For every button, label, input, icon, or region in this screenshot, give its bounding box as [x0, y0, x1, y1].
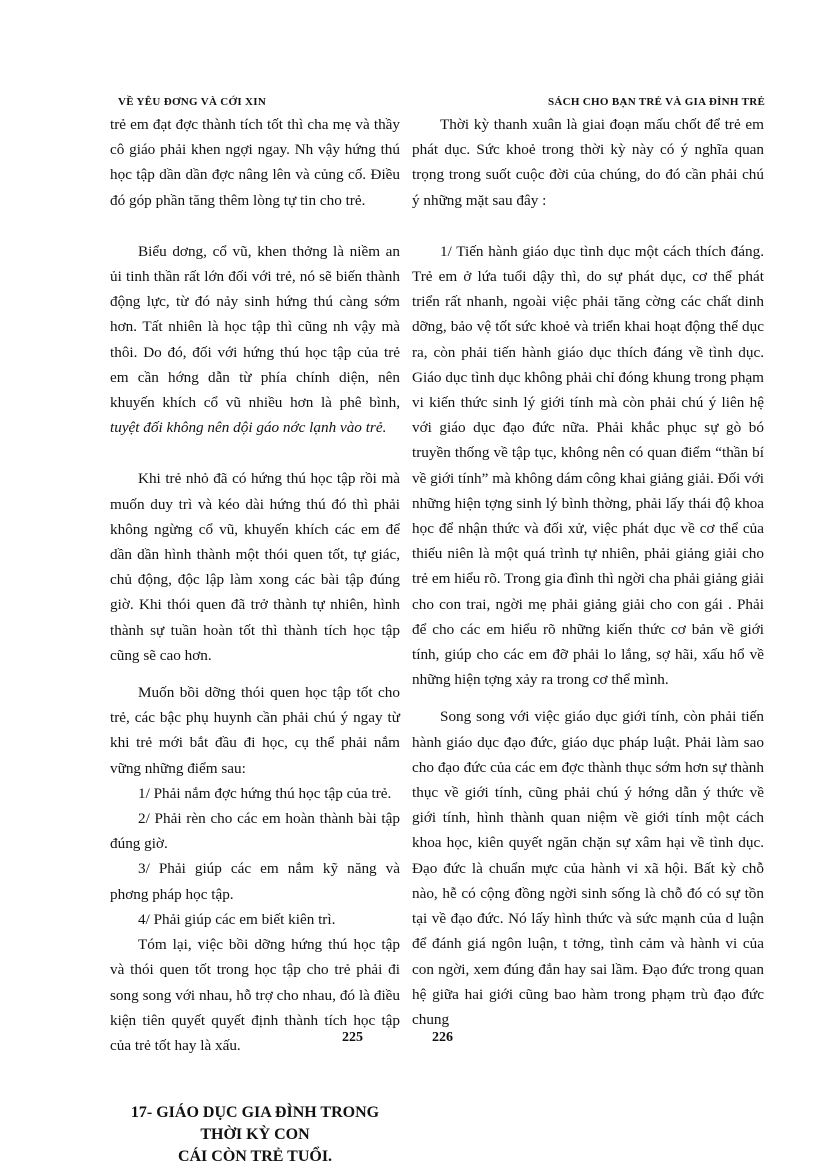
left-paragraph-3: Khi trẻ nhỏ đã có hứng thú học tập rồi mà muốn duy trì và kéo dài hứng thú đó thì phải không ngừng cổ vũ, khuyến khích các em để dần dần hình thành một thói quen tốt, tự giác, chủ động, độc lập làm xong các bài tập đúng giờ. Khi thói quen đã trở thành tự nhiên, hình thành sự tuần hoàn tốt thì thành tích học tập cũng sẽ cao hơn.	[110, 470, 400, 664]
page-number-left: 225	[342, 1030, 363, 1045]
left-paragraph-4: Muốn bồi dỡng thói quen học tập tốt cho trẻ, các bậc phụ huynh cần phải chú ý ngay từ khi trẻ mới bắt đầu đi học, cụ thể phải nắm vững những điểm sau:	[110, 684, 400, 777]
running-head-right: SÁCH CHO BẠN TRẺ VÀ GIA ĐÌNH TRẺ	[548, 96, 766, 108]
section-title-line-2: CÁI CÒN TRẺ TUỔI.	[177, 1148, 333, 1166]
left-paragraph-2-italic: tuyệt đối không nên dội gáo nớc lạnh vào trẻ.	[110, 419, 387, 437]
left-paragraph-1: trẻ em đạt đợc thành tích tốt thì cha mẹ và thầy cô giáo phải khen ngợi ngay. Nh vậy hứng thú học tập dần dần đợc nâng lên và củng cố. Điều đó góp phần tăng thêm lòng tự tin cho trẻ.	[110, 116, 400, 209]
section-title-line-1: 17- GIÁO DỤC GIA ĐÌNH TRONG THỜI KỲ CON	[130, 1104, 380, 1144]
list-item-4: 4/ Phải giúp các em biết kiên trì.	[138, 910, 336, 928]
left-paragraph-2-text: Biểu dơng, cổ vũ, khen thởng là niềm an ủi tinh thần rất lớn đối với trẻ, nó sẽ biến thành động lực, từ đó nảy sinh hứng thú càng sớm hơn. Tất nhiên là học tập thì cũng nh vậy mà thôi. Do đó, đối với hứng thú học tập của trẻ em cần hớng dẫn từ phía chính diện, nên khuyến khích cổ vũ nhiều hơn là phê bình,	[110, 242, 400, 412]
list-item-1: 1/ Phải nắm đợc hứng thú học tập của trẻ.	[138, 784, 392, 802]
left-paragraph-5: Tóm lại, việc bồi dỡng hứng thú học tập và thói quen tốt trong học tập cho trẻ phải đi song song với nhau, hỗ trợ cho nhau, đó là điều kiện tiên quyết quyết định thành tích học tập của trẻ tốt hay là xấu.	[110, 936, 400, 1054]
running-head-left: VỀ YÊU ĐƠNG VÀ CỚI XIN	[118, 96, 267, 108]
right-paragraph-3: Song song với việc giáo dục giới tính, còn phải tiến hành giáo dục đạo đức, giáo dục pháp luật. Phải làm sao cho đạo đức của các em đợc thành thục sớm hơn sự thành thục về giới tính, cũng phải chú ý hớng dẫn ý thức về giới tính, hình thành quan niệm về giới tính một cách khoa học, kiên quyết ngăn chặn sự xâm hại về tình dục. Đạo đức là chuẩn mực của hành vi xã hội. Bất kỳ chỗ nào, hễ có cộng đồng ngời sinh sống là chỗ đó có sự tồn tại về đạo đức. Nó lấy hình thức và sức mạnh của d luận để đánh giá ngôn luận, t tởng, tình cảm và hành vi của con ngời, xem đúng đắn hay sai lầm. Đạo đức trong quan hệ giữa hai giới cũng bao hàm trong phạm trù đạo đức chung	[412, 708, 764, 1028]
section-title	[110, 1102, 400, 1168]
right-paragraph-1: Thời kỳ thanh xuân là giai đoạn mấu chốt để trẻ em phát dục. Sức khoẻ trong thời kỳ này có ý nghĩa quan trọng trong suốt cuộc đời của chúng, do đó cần phải chú ý những mặt sau đây :	[412, 116, 764, 209]
list-item-3: 3/ Phải giúp các em nắm kỹ năng và phơng pháp học tập.	[110, 860, 400, 903]
list-item-2: 2/ Phải rèn cho các em hoàn thành bài tập đúng giờ.	[110, 810, 400, 853]
left-paragraph-2	[110, 239, 400, 441]
left-column	[110, 112, 400, 1168]
right-paragraph-2: 1/ Tiến hành giáo dục tình dục một cách thích đáng. Trẻ em ở lứa tuổi dậy thì, do sự phát dục, cơ thể phát triển rất nhanh, ngoài việc phải tăng cờng các chất dinh dỡng, bảo vệ tốt sức khoẻ và triển khai hoạt động thể dục ra, còn phải tiến hành giáo dục thích đáng về tình dục. Giáo dục tình dục không phải chỉ đóng khung trong phạm vi kiến thức sinh lý giới tính mà còn phải chú ý liên hệ với giáo dục đạo đức nữa. Phải khắc phục sự gò bó truyền thống về tập tục, không nên có quan điểm “thần bí về giới tính” mà không dám công khai giảng giải. Đối với những hiện tợng sinh lý bình thờng, phải lấy thái độ khoa học để nhận thức và đối xử, việc phát dục về cơ thể của thiếu niên là một quá trình tự nhiên, phải giảng giải cho trẻ em hiểu rõ. Trong gia đình thì ngời cha phải giảng giải cho con trai, ngời mẹ phải giảng giải cho con gái . Phải để cho các em hiểu rõ những kiến thức cơ bản về giới tính, giúp cho các em đỡ phải lo lắng, sợ hãi, xấu hổ về những hiện tợng xảy ra trong cơ thể mình.	[412, 242, 764, 689]
right-column	[412, 112, 764, 1032]
page-number-right: 226	[432, 1030, 453, 1045]
